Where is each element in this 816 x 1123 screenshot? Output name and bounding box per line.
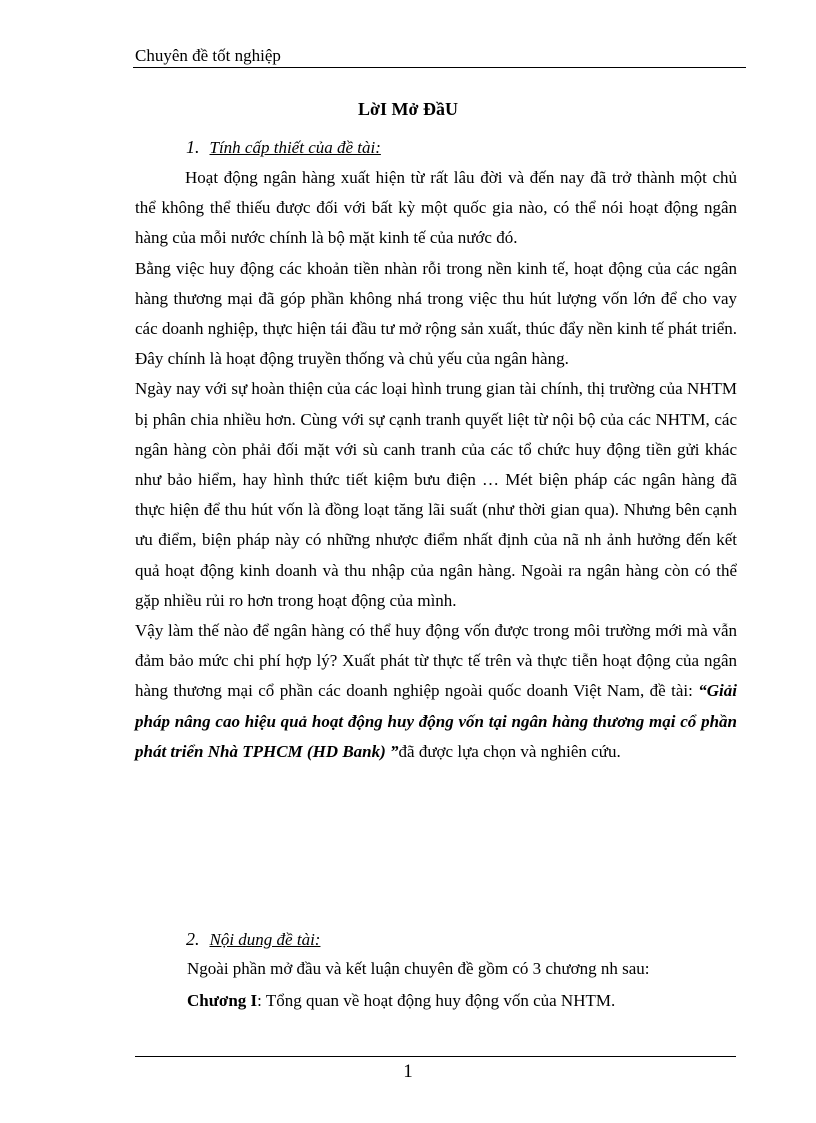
section-1-number: 1. (186, 137, 200, 157)
footer-rule (135, 1056, 736, 1057)
header-rule (133, 67, 746, 68)
paragraph-3: Ngày nay với sự hoàn thiện của các loại hình trung gian tài chính, thị trường của NHTM bị phân chia nhiều hơn. Cùng với sự cạnh tranh quyết liệt từ nội bộ của các NHTM, các ngân hàng còn phải đối mặt với sù canh tranh của các tổ chức huy động tiền gửi khác như bảo hiểm, hay hình thức tiết kiệm bưu điện … Mét biện pháp các ngân hàng đã thực hiện để thu hút vốn là đồng loạt tăng lãi suất (như thời gian qua). Nhưng bên cạnh ưu điểm, biện pháp này có những nhược điểm nhất định của nã nh ảnh hưởng đến kết quả hoạt động kinh doanh và thu nhập của ngân hàng. Ngoài ra ngân hàng còn có thể gặp nhiều rủi ro hơn trong hoạt động của mình. (135, 379, 737, 610)
thesis-title: “Giải pháp nâng cao hiệu quả hoạt động huy động vốn tại ngân hàng thương mại cổ phần phát triển Nhà TPHCM (HD Bank) ” (135, 681, 737, 761)
section-2-line-1: Ngoài phần mở đầu và kết luận chuyên đề gồm có 3 chương nh sau: (187, 959, 650, 978)
paragraph-4-start: Vậy làm thế nào để ngân hàng có thể huy động vốn được trong môi trường mới mà vẫn đảm bảo mức chi phí hợp lý? Xuất phát từ thực tế trên và thực tiễn hoạt động của ngân hàng thương mại cổ phần các doanh nghiệp ngoài quốc doanh Việt Nam, đề tài: (135, 621, 737, 701)
section-2-title: Nội dung đề tài: (209, 930, 321, 949)
chapter-1-line (187, 991, 615, 1011)
section-1-body (135, 163, 737, 767)
chapter-1-label: Chương I (187, 991, 258, 1010)
page-number: 1 (403, 1061, 413, 1082)
section-2-number: 2. (186, 929, 200, 949)
section-1-heading (186, 137, 381, 158)
section-1-title: Tính cấp thiết của đề tài: (209, 138, 381, 157)
running-header: Chuyên đề tốt nghiệp (135, 46, 281, 65)
paragraph-2: Bằng việc huy động các khoản tiền nhàn rỗi trong nền kinh tế, hoạt động của các ngân hàng thương mại đã góp phần không nhá trong việc thu hút lượng vốn lớn để cho vay các doanh nghiệp, thực hiện tái đầu tư mở rộng sản xuất, thúc đẩy nền kinh tế phát triển. Đây chính là hoạt động truyền thống và chủ yếu của ngân hàng. (135, 258, 737, 369)
paragraph-4-end: đã được lựa chọn và nghiên cứu. (398, 741, 621, 761)
section-2-heading (186, 929, 320, 950)
document-title: LờI Mở ĐầU (358, 99, 458, 119)
chapter-1-text: : Tổng quan về hoạt động huy động vốn của NHTM. (257, 991, 616, 1010)
paragraph-1: Hoạt động ngân hàng xuất hiện từ rất lâu đời và đến nay đã trở thành một chủ thể không thể thiếu được đối với bất kỳ một quốc gia nào, có thể nói hoạt động ngân hàng của mỗi nước chính là bộ mặt kinh tế của nước đó. (135, 168, 737, 248)
paragraph-4 (135, 616, 737, 767)
